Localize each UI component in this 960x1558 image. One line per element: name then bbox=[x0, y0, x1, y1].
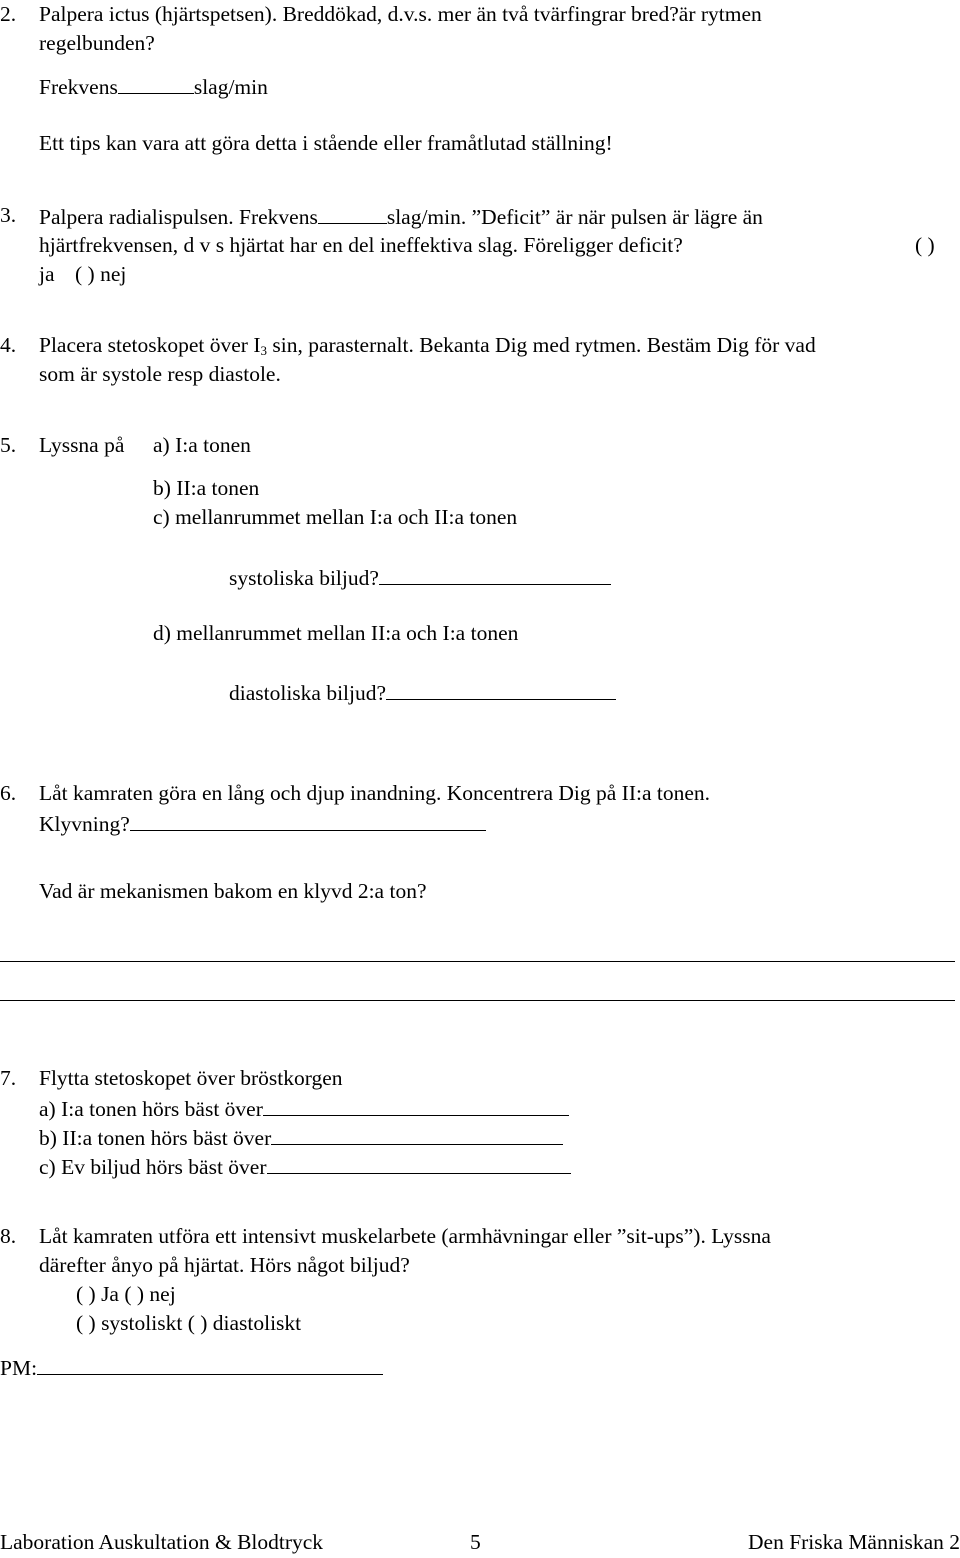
frequency-unit: slag/min bbox=[193, 75, 268, 99]
murmur-location-blank[interactable] bbox=[267, 1155, 571, 1174]
radial-frequency-blank[interactable] bbox=[318, 205, 387, 224]
item-3-number: 3. bbox=[0, 203, 17, 227]
item-5-b: b) II:a tonen bbox=[153, 476, 260, 500]
systolic-question: systoliska biljud? bbox=[229, 566, 379, 590]
item-7-a bbox=[39, 1097, 569, 1121]
diastolic-answer-blank[interactable] bbox=[386, 681, 616, 700]
item-5-diastolic bbox=[229, 681, 616, 705]
item-5-d: d) mellanrummet mellan II:a och I:a tonen bbox=[153, 621, 519, 645]
item-4-line-1 bbox=[39, 335, 816, 357]
split-question: Klyvning? bbox=[39, 812, 130, 836]
diastolic-question: diastoliska biljud? bbox=[229, 681, 387, 705]
deficit-ja-checkbox[interactable]: ( ) bbox=[915, 233, 935, 257]
item-2-line-1: Palpera ictus (hjärtspetsen). Breddökad, d.v.s. mer än två tvärfingrar bred?är rytmen bbox=[39, 2, 762, 26]
item-5-a: a) I:a tonen bbox=[153, 433, 251, 457]
footer-left: Laboration Auskultation & Blodtryck bbox=[0, 1530, 324, 1554]
item-8-number: 8. bbox=[0, 1224, 17, 1248]
item-5-systolic bbox=[229, 566, 611, 590]
item-4-line-2: som är systole resp diastole. bbox=[39, 362, 281, 386]
item-5-intro: Lyssna på bbox=[39, 433, 125, 457]
frequency-blank[interactable] bbox=[118, 75, 194, 94]
item-6-line-1: Låt kamraten göra en lång och djup inandning. Koncentrera Dig på II:a tonen. bbox=[39, 781, 711, 805]
murmur-type-options[interactable]: ( ) systoliskt ( ) diastoliskt bbox=[76, 1311, 302, 1335]
item-5-number: 5. bbox=[0, 433, 17, 457]
item-7-c bbox=[39, 1155, 571, 1179]
item-4-subscript: 3 bbox=[260, 343, 267, 358]
item-6-number: 6. bbox=[0, 781, 17, 805]
item-3-line-2: hjärtfrekvensen, d v s hjärtat har en del ineffektiva slag. Föreligger deficit? bbox=[39, 233, 683, 257]
item-2-line-2: regelbunden? bbox=[39, 31, 155, 55]
item-3-line-1 bbox=[39, 205, 763, 229]
deficit-ja-label: ja bbox=[39, 262, 55, 286]
second-tone-label: b) II:a tonen hörs bäst över bbox=[39, 1126, 272, 1150]
footer-right: Den Friska Människan 2 bbox=[748, 1530, 960, 1554]
item-6-line-3: Vad är mekanismen bakom en klyvd 2:a ton? bbox=[39, 879, 427, 903]
item-7-line-1: Flytta stetoskopet över bröstkorgen bbox=[39, 1066, 343, 1090]
item-7-number: 7. bbox=[0, 1066, 17, 1090]
pm-label: PM: bbox=[0, 1356, 38, 1380]
item-4-number: 4. bbox=[0, 333, 17, 357]
item-2-frequency bbox=[39, 75, 268, 99]
item-2-tip: Ett tips kan vara att göra detta i stående eller framåtlutad ställning! bbox=[39, 131, 613, 155]
pm-line bbox=[0, 1356, 383, 1380]
item-6-line-2 bbox=[39, 812, 486, 836]
footer-page-number: 5 bbox=[470, 1530, 481, 1554]
item-3-text-b: slag/min. ”Deficit” är när pulsen är lägre än bbox=[386, 205, 763, 229]
second-tone-blank[interactable] bbox=[271, 1126, 563, 1145]
split-answer-blank[interactable] bbox=[130, 812, 486, 831]
first-tone-label: a) I:a tonen hörs bäst över bbox=[39, 1097, 263, 1121]
item-8-line-1: Låt kamraten utföra ett intensivt muskelarbete (armhävningar eller ”sit-ups”). Lyssna bbox=[39, 1224, 771, 1248]
item-5-c: c) mellanrummet mellan I:a och II:a tonen bbox=[153, 505, 518, 529]
answer-line-1[interactable] bbox=[0, 961, 955, 962]
deficit-nej-option[interactable]: ( ) nej bbox=[75, 262, 127, 286]
item-4-text-a: Placera stetoskopet över I bbox=[39, 333, 261, 357]
answer-line-2[interactable] bbox=[0, 1000, 955, 1001]
item-3-text-a: Palpera radialispulsen. Frekvens bbox=[39, 205, 318, 229]
item-8-line-2: därefter ånyo på hjärtat. Hörs något biljud? bbox=[39, 1253, 410, 1277]
murmur-location-label: c) Ev biljud hörs bäst över bbox=[39, 1155, 267, 1179]
item-4-text-b: sin, parasternalt. Bekanta Dig med rytmen. Bestäm Dig för vad bbox=[272, 333, 816, 357]
pm-blank[interactable] bbox=[37, 1356, 383, 1375]
item-2-number: 2. bbox=[0, 2, 17, 26]
systolic-answer-blank[interactable] bbox=[379, 566, 611, 585]
frequency-label: Frekvens bbox=[39, 75, 118, 99]
item-7-b bbox=[39, 1126, 563, 1150]
first-tone-blank[interactable] bbox=[263, 1097, 569, 1116]
murmur-yes-no-options[interactable]: ( ) Ja ( ) nej bbox=[76, 1282, 176, 1306]
